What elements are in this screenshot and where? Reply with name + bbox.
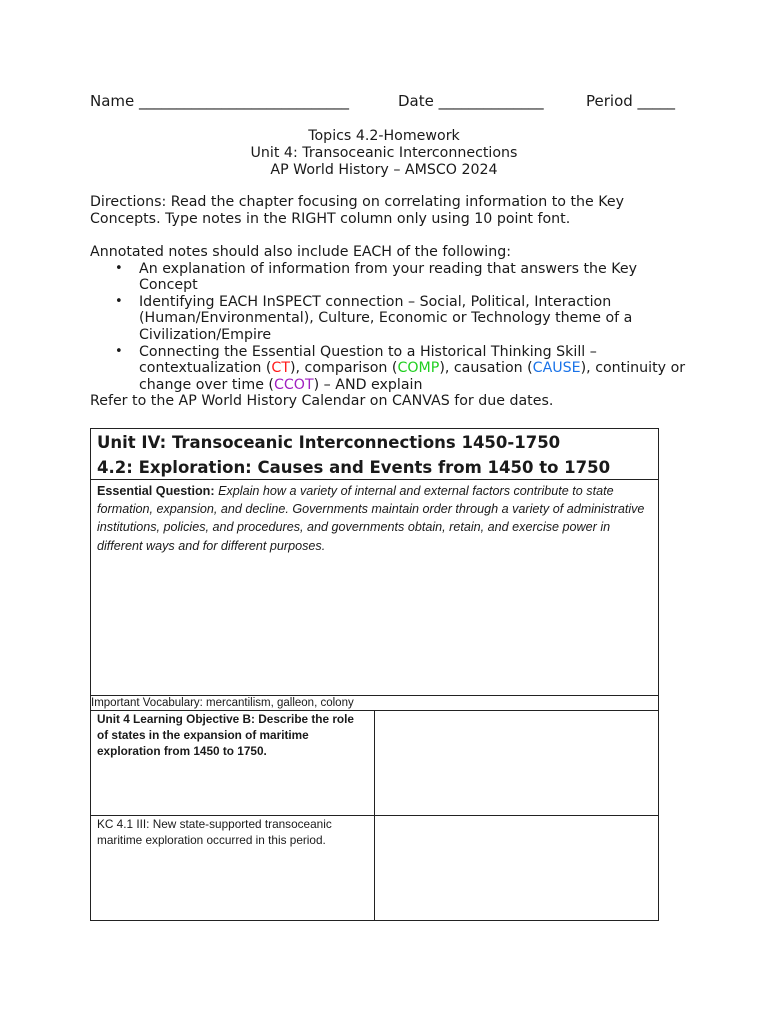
notes-table xyxy=(90,428,659,921)
essential-question-text: Explain how a variety of internal and external factors contribute to state formation, expansion, and decline. Governments maintain order through a variety of administrative institutions, policies, and procedures, and governments obtain, retain, and exercise power in different ways and for different purposes. xyxy=(97,484,645,553)
directions-line-2: Concepts. Type notes in the RIGHT column only using 10 point font. xyxy=(90,211,571,227)
period-field-label[interactable]: Period _____ xyxy=(586,92,676,110)
bullet-2-line-1: Identifying EACH InSPECT connection – Social, Political, Interaction xyxy=(139,294,612,310)
name-field-label[interactable]: Name ____________________________ xyxy=(90,92,350,110)
directions-line-1: Directions: Read the chapter focusing on correlating information to the Key xyxy=(90,194,624,210)
learning-objective-notes-cell[interactable] xyxy=(375,711,659,816)
bullet-3-text: ) – AND explain xyxy=(313,377,423,393)
bullet-icon: • xyxy=(115,261,123,276)
bullet-2-line-3: Civilization/Empire xyxy=(139,327,272,343)
bullet-3-line-1: Connecting the Essential Question to a Historical Thinking Skill – xyxy=(139,344,597,360)
bullet-3-text: ), causation ( xyxy=(439,360,533,376)
bullet-3-text: change over time ( xyxy=(139,377,274,393)
key-concept-notes-cell[interactable] xyxy=(375,816,659,921)
bullet-icon: • xyxy=(115,344,123,359)
bullet-1-line-2: Concept xyxy=(139,277,198,293)
learning-objective-cell xyxy=(91,711,375,816)
date-field-label[interactable]: Date ______________ xyxy=(398,92,544,110)
ct-label: CT xyxy=(271,360,290,376)
bullet-1-line-1: An explanation of information from your reading that answers the Key xyxy=(139,261,637,277)
essential-question-label: Essential Question: xyxy=(97,484,215,498)
bullet-3-text: ), comparison ( xyxy=(289,360,398,376)
bullet-3-text: ), continuity or xyxy=(580,360,686,376)
cause-label: CAUSE xyxy=(532,360,581,376)
comp-label: COMP xyxy=(397,360,440,376)
bullet-3-line-3 xyxy=(139,377,422,394)
annotated-intro: Annotated notes should also include EACH of the following: xyxy=(90,244,511,260)
key-concept: KC 4.1 III: New state-supported transoceanic maritime exploration occurred in this period. xyxy=(97,817,332,847)
bullet-3-line-2 xyxy=(139,360,685,377)
essential-question-cell[interactable] xyxy=(91,480,659,696)
learning-objective: Unit 4 Learning Objective B: Describe the role of states in the expansion of maritime exploration from 1450 to 1750. xyxy=(97,712,354,758)
doc-title-unit: Unit 4: Transoceanic Interconnections xyxy=(250,145,518,161)
unit-heading-cell xyxy=(91,429,659,480)
vocabulary-cell: Important Vocabulary: mercantilism, galleon, colony xyxy=(91,696,659,711)
ccot-label: CCOT xyxy=(273,377,314,393)
key-concept-cell xyxy=(91,816,375,921)
topic-title: 4.2: Exploration: Causes and Events from 1450 to 1750 xyxy=(97,458,611,477)
unit-title: Unit IV: Transoceanic Interconnections 1450-1750 xyxy=(97,433,561,452)
bullet-3-text: contextualization ( xyxy=(139,360,272,376)
essential-question xyxy=(91,480,658,557)
refer-note: Refer to the AP World History Calendar on CANVAS for due dates. xyxy=(90,393,554,409)
doc-title-course: AP World History – AMSCO 2024 xyxy=(270,162,498,178)
doc-title-topics: Topics 4.2-Homework xyxy=(308,128,460,144)
bullet-icon: • xyxy=(115,294,123,309)
bullet-2-line-2: (Human/Environmental), Culture, Economic or Technology theme of a xyxy=(139,310,633,326)
